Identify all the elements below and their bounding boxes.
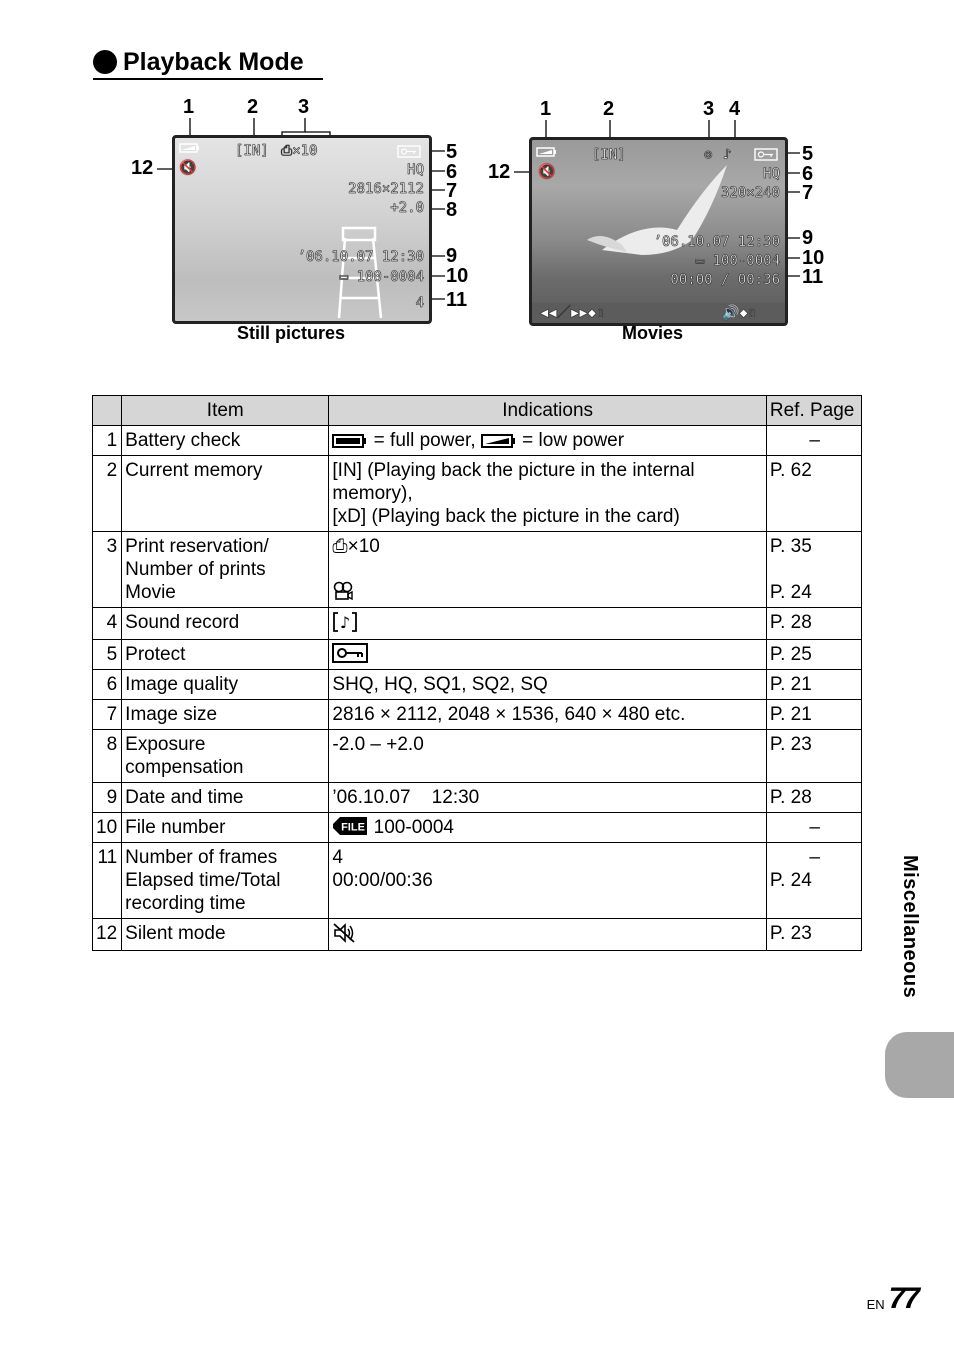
file-number-text: 100-0004 — [373, 817, 454, 838]
callout-number: 9 — [446, 245, 458, 267]
still-picture-screen — [172, 135, 432, 324]
item-line: compensation — [125, 757, 244, 778]
ref-value: – — [809, 817, 820, 838]
row-number: 8 — [93, 730, 122, 783]
protect-icon — [332, 643, 368, 663]
callout-number: 7 — [446, 180, 458, 202]
image-size-value: 2816×2112 — [348, 181, 424, 197]
row-indication — [329, 843, 766, 919]
section-heading — [93, 46, 323, 80]
file-number-icon — [332, 816, 368, 836]
battery-low-icon — [536, 146, 558, 158]
row-indication — [329, 640, 766, 670]
table-row — [93, 640, 862, 670]
elapsed-time-value: 00:00 / 00:36 — [670, 272, 780, 288]
file-number-value: 100-0004 — [712, 253, 780, 269]
silent-mode-icon: 🔇 — [538, 164, 556, 180]
row-indication — [329, 608, 766, 640]
callout-number: 5 — [446, 141, 458, 163]
ref-value: P. 24 — [769, 870, 812, 891]
table-row — [93, 700, 862, 730]
callout-number: 1 — [540, 98, 552, 120]
silent-mode-icon: 🔇 — [179, 160, 197, 176]
ref-value: – — [809, 430, 820, 451]
volume-control-icon: 🔊◆▯ — [722, 305, 757, 321]
item-line: recording time — [125, 893, 246, 914]
image-quality-value: HQ — [407, 162, 424, 178]
bullet-icon — [93, 50, 117, 74]
row-number: 7 — [93, 700, 122, 730]
battery-low-icon — [179, 142, 201, 154]
file-number-indicator — [696, 253, 780, 269]
item-line: Exposure — [125, 734, 206, 755]
row-item: Current memory — [122, 456, 329, 532]
row-indication — [329, 813, 766, 843]
indication-line: 00:00/00:36 — [332, 870, 433, 891]
row-item: Image size — [122, 700, 329, 730]
item-line: Elapsed time/Total — [125, 870, 281, 891]
callout-number: 5 — [802, 143, 814, 165]
movie-caption: Movies — [622, 323, 684, 343]
battery-low-icon — [481, 433, 517, 449]
item-line: Number of frames — [125, 847, 278, 868]
row-indication — [329, 426, 766, 456]
movie-icon: ⊗ — [704, 147, 713, 163]
protect-icon — [754, 148, 778, 161]
callout-number: 4 — [729, 98, 741, 120]
print-count: ×10 — [292, 143, 318, 159]
indications-table — [92, 395, 862, 951]
indication-line: 4 — [332, 847, 343, 868]
table-header-row — [93, 396, 862, 426]
low-power-text: = low power — [522, 430, 625, 451]
callout-number: 1 — [183, 96, 195, 118]
header-number — [93, 396, 122, 426]
callout-number: 7 — [802, 182, 814, 204]
row-number: 6 — [93, 670, 122, 700]
row-ref — [766, 532, 861, 608]
row-indication — [329, 532, 766, 608]
callout-number: 2 — [603, 98, 615, 120]
callout-number: 6 — [446, 161, 458, 183]
row-item: Date and time — [122, 783, 329, 813]
row-ref: P. 28 — [766, 608, 861, 640]
row-number: 12 — [93, 919, 122, 951]
callout-number: 8 — [446, 199, 458, 221]
file-icon: ▭ — [339, 269, 357, 285]
row-indication — [329, 456, 766, 532]
protect-icon — [397, 145, 421, 158]
row-item: Image quality — [122, 670, 329, 700]
callout-number: 12 — [488, 161, 511, 183]
table-row — [93, 426, 862, 456]
exposure-value: +2.0 — [390, 200, 424, 216]
item-line: Print reservation/ — [125, 536, 269, 557]
row-indication: 2816 × 2112, 2048 × 1536, 640 × 480 etc. — [329, 700, 766, 730]
memory-indicator: [IN] — [235, 143, 269, 159]
table-row — [93, 919, 862, 951]
row-ref: P. 23 — [766, 919, 861, 951]
row-indication: ’06.10.07 12:30 — [329, 783, 766, 813]
row-item: File number — [122, 813, 329, 843]
image-quality-value: HQ — [763, 166, 780, 182]
row-item — [122, 532, 329, 608]
row-ref — [766, 426, 861, 456]
movie-screen — [529, 137, 788, 326]
silent-mode-icon — [332, 922, 356, 944]
language-label: EN — [866, 1297, 885, 1312]
item-line: Number of prints — [125, 559, 266, 580]
section-side-label: Miscellaneous — [899, 855, 921, 999]
table-row — [93, 783, 862, 813]
page-footer — [867, 1282, 918, 1316]
battery-full-icon — [332, 433, 368, 449]
row-ref: P. 28 — [766, 783, 861, 813]
row-indication: -2.0 – +2.0 — [329, 730, 766, 783]
file-number-indicator — [340, 269, 424, 285]
callout-number: 2 — [247, 96, 259, 118]
section-side-tab — [885, 1032, 954, 1098]
date-time-value: ’06.10.07 12:30 — [297, 249, 424, 265]
callout-number: 11 — [446, 289, 468, 311]
table-row — [93, 456, 862, 532]
row-ref: P. 21 — [766, 700, 861, 730]
page-number: 77 — [888, 1282, 918, 1315]
ref-value: P. 35 — [769, 536, 812, 557]
movie-icon — [332, 581, 762, 604]
svg-text:FILE: FILE — [341, 821, 366, 834]
row-number: 3 — [93, 532, 122, 608]
playback-control-bar — [532, 303, 785, 323]
row-ref: P. 21 — [766, 670, 861, 700]
frame-count-value: 4 — [415, 295, 424, 311]
memory-indicator: [IN] — [592, 147, 626, 163]
sound-record-icon: ♪ — [723, 147, 732, 163]
full-power-text: = full power, — [373, 430, 476, 451]
callout-number: 3 — [298, 96, 310, 118]
indication-line: [IN] (Playing back the picture in the internal memory), — [332, 460, 695, 504]
table-row — [93, 843, 862, 919]
print-count-text: ×10 — [347, 536, 380, 557]
row-indication: SHQ, HQ, SQ1, SQ2, SQ — [329, 670, 766, 700]
callout-number: 9 — [802, 227, 814, 249]
row-ref: P. 25 — [766, 640, 861, 670]
file-number-value: 100-0004 — [356, 269, 424, 285]
item-line: Movie — [125, 582, 176, 603]
sound-record-icon — [332, 611, 358, 633]
row-item — [122, 843, 329, 919]
row-item: Battery check — [122, 426, 329, 456]
callout-number: 3 — [703, 98, 715, 120]
svg-text:♪: ♪ — [340, 613, 351, 632]
ref-value: – — [809, 847, 820, 868]
table-row — [93, 608, 862, 640]
header-ref-page: Ref. Page — [766, 396, 861, 426]
lifeguard-chair-illustration — [335, 218, 385, 318]
row-number: 10 — [93, 813, 122, 843]
callout-number: 11 — [802, 266, 824, 288]
row-number: 2 — [93, 456, 122, 532]
table-row — [93, 670, 862, 700]
indication-line: [xD] (Playing back the picture in the card) — [332, 506, 680, 527]
callout-number: 10 — [802, 247, 825, 269]
date-time-value: ’06.10.07 12:30 — [653, 234, 780, 250]
print-icon: ⎙ — [332, 536, 348, 557]
row-ref — [766, 843, 861, 919]
file-icon: ▭ — [695, 253, 713, 269]
ref-value: P. 24 — [769, 582, 812, 603]
table-row — [93, 813, 862, 843]
row-ref — [766, 813, 861, 843]
header-indications: Indications — [329, 396, 766, 426]
callout-number: 12 — [131, 157, 154, 179]
row-ref: P. 62 — [766, 456, 861, 532]
row-ref: P. 23 — [766, 730, 861, 783]
header-item: Item — [122, 396, 329, 426]
callout-number: 6 — [802, 163, 814, 185]
print-reservation-indication — [332, 535, 762, 558]
print-reservation-indicator: ⎙×10 — [281, 143, 318, 159]
image-size-value: 320×240 — [720, 185, 780, 201]
row-number: 1 — [93, 426, 122, 456]
playback-controls-icon: ◀◀／▶▶◆▯ — [540, 305, 605, 321]
row-number: 11 — [93, 843, 122, 919]
row-item: Protect — [122, 640, 329, 670]
row-number: 5 — [93, 640, 122, 670]
section-title: Playback Mode — [123, 47, 304, 76]
callout-number: 10 — [446, 265, 469, 287]
row-item — [122, 730, 329, 783]
row-indication — [329, 919, 766, 951]
row-number: 9 — [93, 783, 122, 813]
row-item: Sound record — [122, 608, 329, 640]
table-row — [93, 532, 862, 608]
row-item: Silent mode — [122, 919, 329, 951]
table-row — [93, 730, 862, 783]
row-number: 4 — [93, 608, 122, 640]
still-caption: Still pictures — [237, 323, 346, 343]
